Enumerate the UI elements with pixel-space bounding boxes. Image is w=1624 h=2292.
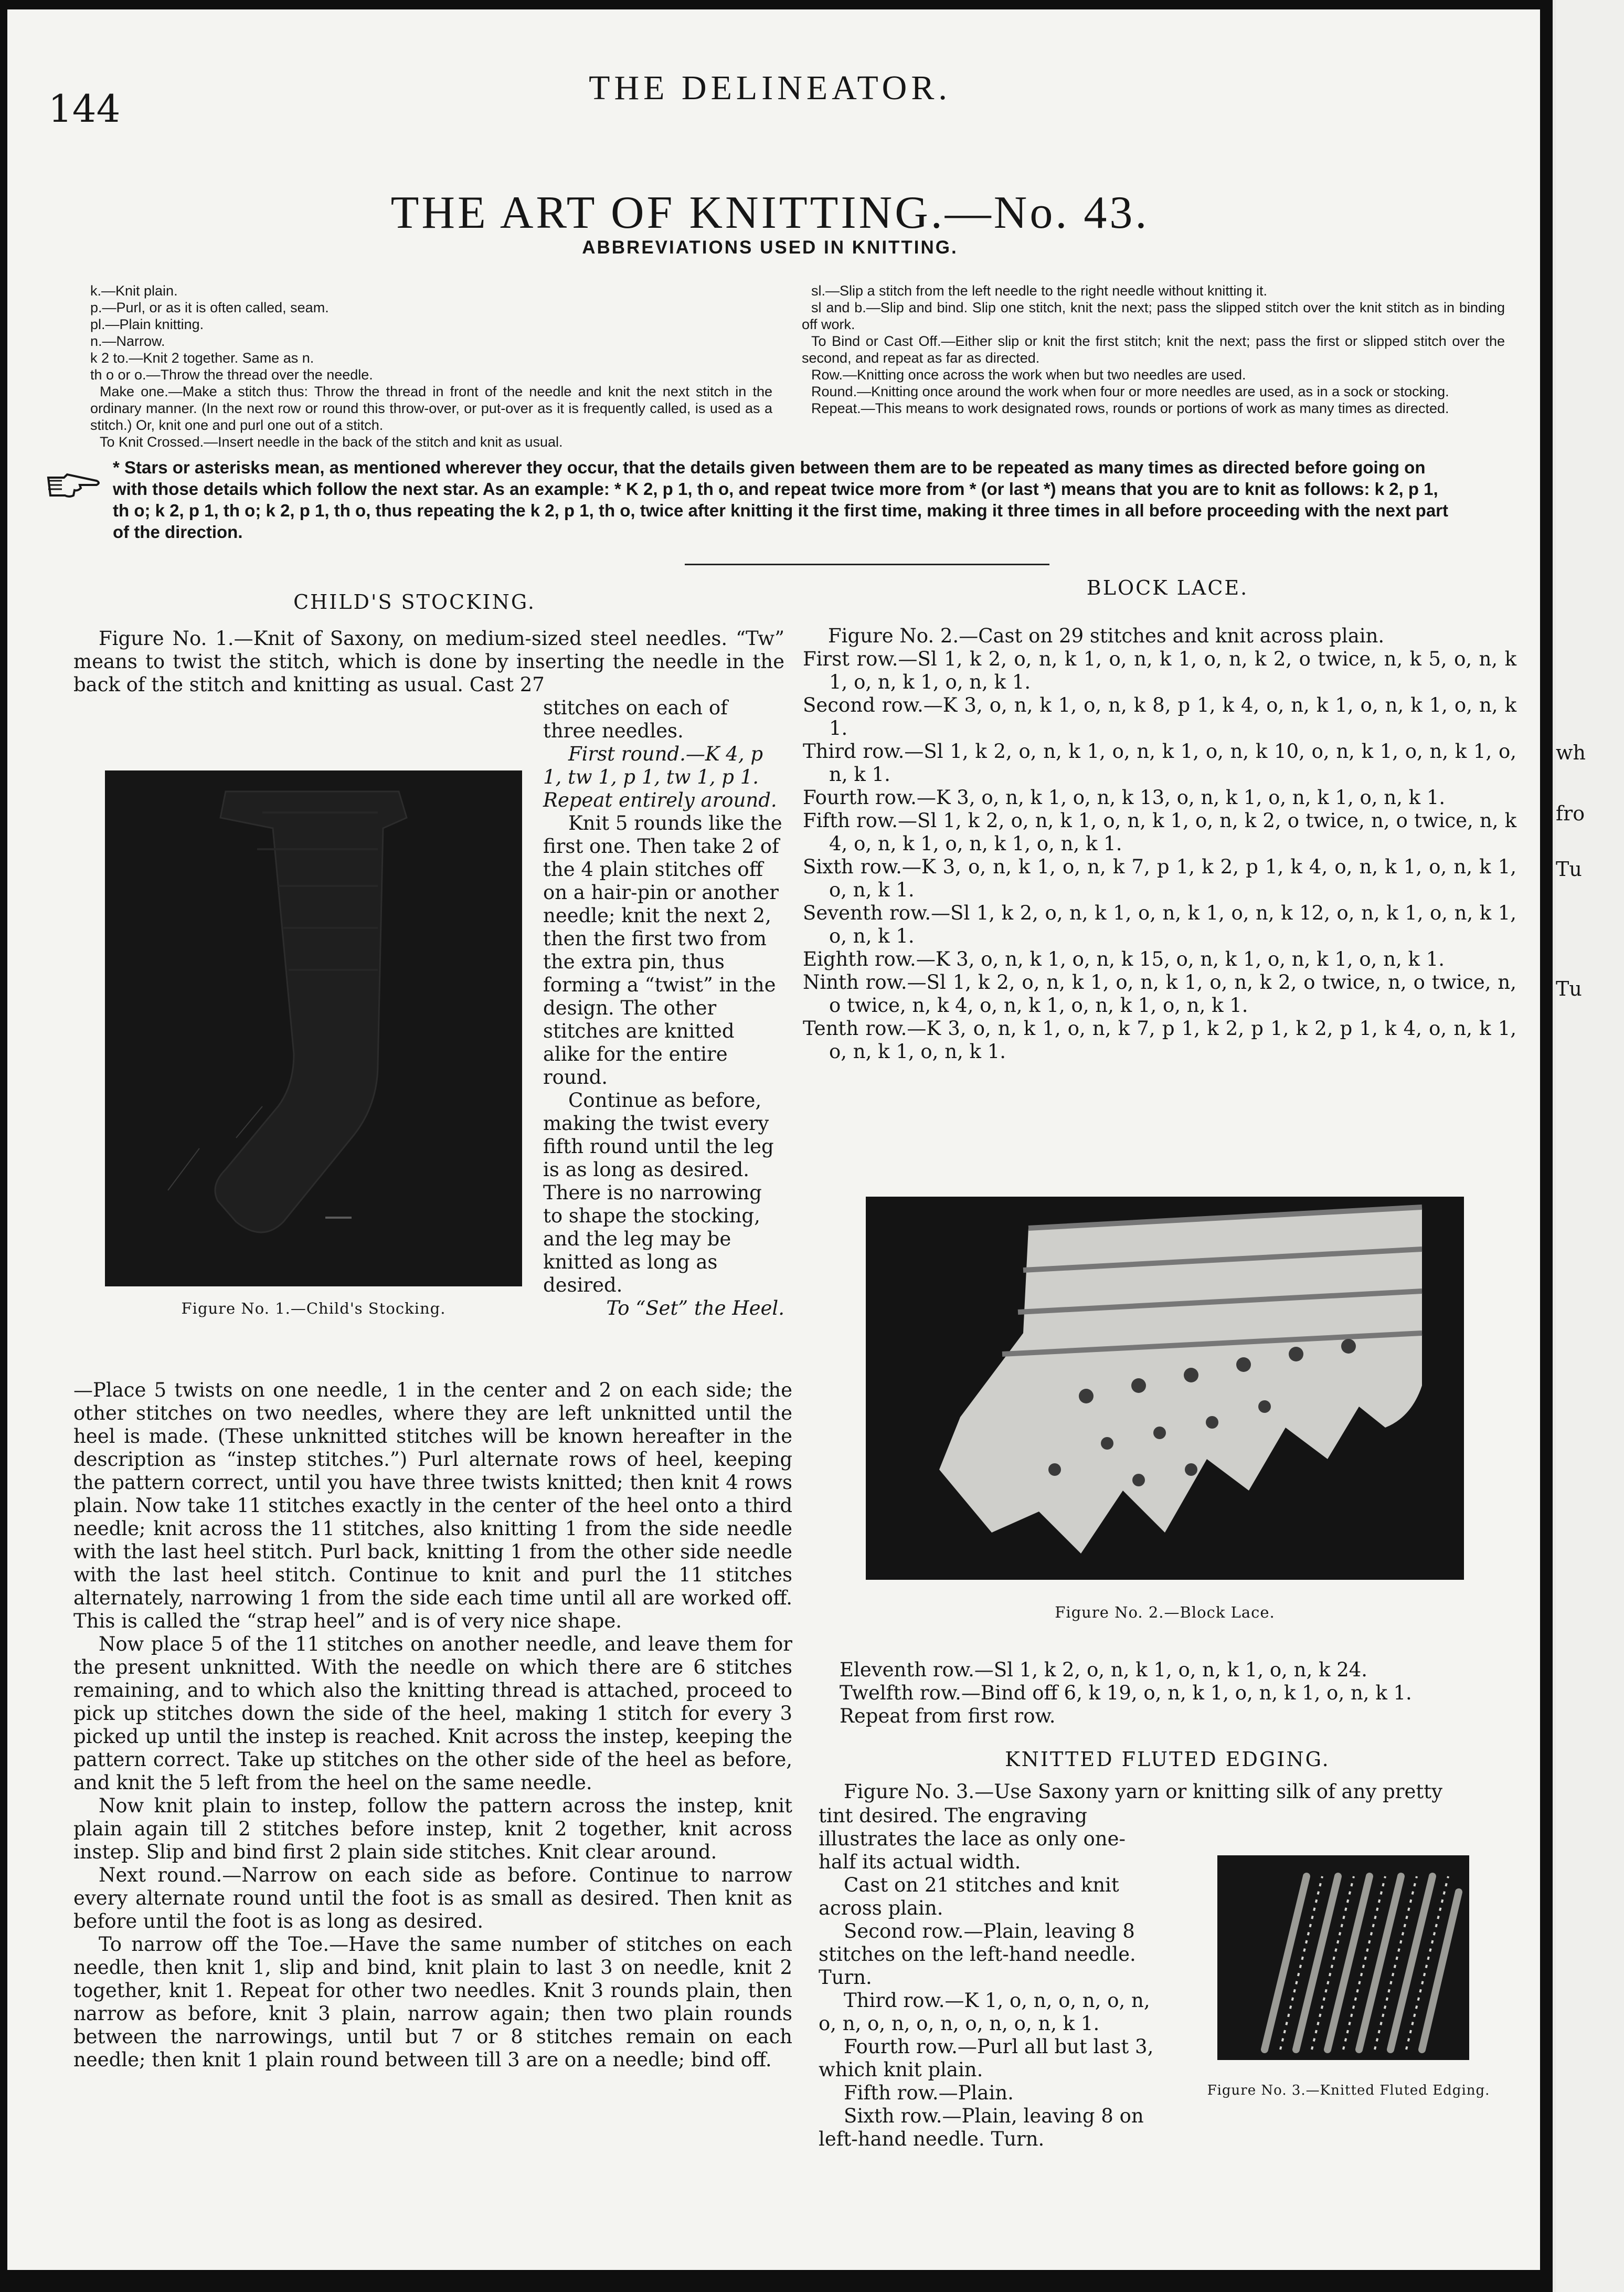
row-instruction: Fifth row.—Sl 1, k 2, o, n, k 1, o, n, k 1, o, n, k 2, o twice, n, o twice, n, k 4, o, n, k 1, o, n, k 1, o, n, k 1. bbox=[803, 809, 1516, 855]
row-instruction: Third row.—K 1, o, n, o, n, o, n, o, n, o, n, o, n, o, n, o, n, k 1. bbox=[819, 1989, 1150, 2035]
article-title: THE ART OF KNITTING.—No. 43. bbox=[390, 187, 1150, 238]
row-instruction: Second row.—K 3, o, n, k 1, o, n, k 8, p 1, k 4, o, n, k 1, o, n, k 1, o, n, k 1. bbox=[803, 694, 1516, 740]
row-instruction: Seventh row.—Sl 1, k 2, o, n, k 1, o, n, k 1, o, n, k 12, o, n, k 1, o, n, k 1, o, n, k 1. bbox=[803, 902, 1516, 947]
abbreviations-heading: ABBREVIATIONS USED IN KNITTING. bbox=[582, 237, 958, 258]
row-instruction: First row.—Sl 1, k 2, o, n, k 1, o, n, k 1, o, n, k 2, o twice, n, k 5, o, n, k 1, o, n, k 1, o, n, k 1. bbox=[803, 648, 1516, 693]
subheading: To “Set” the Heel. bbox=[606, 1297, 784, 1319]
paragraph: Next round.—Narrow on each side as before. Continue to narrow every alternate round until the foot is as small as desired. Then knit as before until the foot is as long as desired. bbox=[73, 1864, 792, 1932]
scan-edge-left bbox=[0, 0, 7, 2292]
abbr-item: To Knit Crossed.—Insert needle in the back of the stitch and knit as usual. bbox=[100, 434, 563, 450]
childs-stocking-beside-figure bbox=[543, 696, 784, 1320]
paragraph: Now place 5 of the 11 stitches on another needle, and leave them for the present unknitted. With the needle on which there are 6 stitches remaining, and to which also the knitting thread is attached, proceed to pick up stitches down the side of the heel, making 1 stitch for every 3 picked up until the instep is reached. Knit across the instep, keeping the pattern correct. Take up stitches on the other side of the heel as before, and knit the 5 left from the heel on the same needle. bbox=[73, 1633, 792, 1794]
row-instruction: Second row.—Plain, leaving 8 stitches on the left-hand needle. Turn. bbox=[819, 1920, 1136, 1989]
paragraph: First round.—K 4, p 1, tw 1, p 1, tw 1, p 1. Repeat entirely around. bbox=[543, 743, 777, 811]
row-instruction: Eighth row.—K 3, o, n, k 1, o, n, k 15, o, n, k 1, o, n, k 1, o, n, k 1. bbox=[803, 948, 1445, 970]
figure-2-caption: Figure No. 2.—Block Lace. bbox=[1055, 1603, 1275, 1621]
scan-edge-top bbox=[0, 0, 1540, 9]
childs-stocking-heading: CHILD'S STOCKING. bbox=[293, 590, 536, 614]
row-instruction: Repeat from first row. bbox=[840, 1705, 1056, 1727]
paragraph: Knit 5 rounds like the first one. Then take 2 of the 4 plain stitches off on a hair-pin or another needle; knit the next 2, then the first two from the extra pin, thus forming a “twist” in the design. The other stitches are knitted alike for the entire round. bbox=[543, 812, 782, 1089]
abbr-item: Round.—Knitting once around the work when four or more needles are used, as in a sock or stocking. bbox=[811, 384, 1449, 399]
gutter-shadow bbox=[1540, 0, 1553, 2292]
margin-fragment: fro bbox=[1556, 802, 1585, 825]
row-instruction: Sixth row.—Plain, leaving 8 on left-hand needle. Turn. bbox=[819, 2105, 1144, 2150]
asterisk-note: * Stars or asterisks mean, as mentioned wherever they occur, that the details given between them are to be repeated as many times as directed before going on with those details which follow the next star. As an example: * K 2, p 1, th o, and repeat twice more from * (or last *) means that you are to knit as follows: k 2, p 1, th o; k 2, p 1, th o; k 2, p 1, th o, thus repeating the k 2, p 1, th o, twice after knitting it the first time, making it three times in all before proceeding with the next part of the direction. bbox=[113, 458, 1449, 542]
stocking-engraving-icon bbox=[105, 770, 522, 1286]
margin-fragment: wh bbox=[1556, 741, 1586, 764]
figure-1-caption: Figure No. 1.—Child's Stocking. bbox=[181, 1300, 446, 1317]
fluted-edging-engraving-icon bbox=[1217, 1855, 1469, 2060]
abbreviations-right bbox=[802, 282, 1505, 417]
abbr-item: k 2 to.—Knit 2 together. Same as n. bbox=[90, 350, 314, 366]
row-instruction: Eleventh row.—Sl 1, k 2, o, n, k 1, o, n, k 1, o, n, k 24. bbox=[840, 1659, 1368, 1681]
figure-3-caption: Figure No. 3.—Knitted Fluted Edging. bbox=[1207, 2083, 1490, 2098]
abbr-item: k.—Knit plain. bbox=[90, 283, 178, 299]
row-instruction: Sixth row.—K 3, o, n, k 1, o, n, k 7, p 1, k 2, p 1, k 4, o, n, k 1, o, n, k 1, o, n, k 1. bbox=[803, 855, 1516, 901]
paragraph: tint desired. The engraving illustrates the lace as only one-half its actual width. bbox=[819, 1804, 1126, 1873]
row-instruction: Fifth row.—Plain. bbox=[844, 2082, 1014, 2104]
pointing-hand-icon bbox=[46, 472, 104, 500]
block-lace-heading: BLOCK LACE. bbox=[1086, 576, 1249, 599]
abbr-item: n.—Narrow. bbox=[90, 333, 165, 349]
abbr-item: pl.—Plain knitting. bbox=[90, 316, 204, 332]
margin-fragment: Tu bbox=[1556, 858, 1582, 881]
abbr-item: sl.—Slip a stitch from the left needle to the right needle without knitting it. bbox=[811, 283, 1267, 299]
paragraph: stitches on each of three needles. bbox=[543, 696, 728, 742]
figure-2-block-lace-image bbox=[866, 1197, 1464, 1580]
paragraph: To narrow off the Toe.—Have the same number of stitches on each needle, then knit 1, slip and bind, knit plain to last 3 on needle, knit 2 together, knit 1. Repeat for other two needles. Knit 3 rounds plain, then narrow as before, knit 3 plain, narrow again; then two plain rounds between the narrowings, until but 7 or 8 stitches remain on each needle; then knit 1 plain round between till 3 are on a needle; bind off. bbox=[73, 1933, 792, 2071]
paragraph: Figure No. 1.—Knit of Saxony, on medium-sized steel needles. “Tw” means to twist the stitch, which is done by inserting the needle in the back of the stitch and knitting as usual. Cast 27 bbox=[73, 627, 784, 696]
fluted-edging-beside-figure bbox=[819, 1804, 1160, 2151]
paragraph: —Place 5 twists on one needle, 1 in the center and 2 on each side; the other stitches on two needles, where they are left unknitted until the heel is made. (These unknitted stitches will be known hereafter in the description as “instep stitches.”) Purl alternate rows of heel, keeping the pattern correct, until you have three twists knitted; then knit 4 rows plain. Now take 11 stitches exactly in the center of the heel onto a third needle; knit across the 11 stitches, also knitting 1 from the side needle with the last heel stitch. Purl back, knitting 1 from the other side needle with the last heel stitch. Continue to knit and purl the 11 stitches alternately, narrowing 1 from the side each time until all are worked off. This is called the “strap heel” and is of very nice shape. bbox=[73, 1379, 792, 1632]
paragraph: Now knit plain to instep, follow the pattern across the instep, knit plain again till 2 stitches before instep, knit 2 together, knit across instep. Slip and bind first 2 plain side stitches. Knit clear around. bbox=[73, 1794, 792, 1863]
figure-3-fluted-edging-image bbox=[1217, 1855, 1469, 2060]
abbreviations-left bbox=[90, 282, 772, 450]
childs-stocking-intro bbox=[73, 627, 784, 696]
row-instruction: Ninth row.—Sl 1, k 2, o, n, k 1, o, n, k 1, o, n, k 2, o twice, n, o twice, n, o twice, n, k 4, o, n, k 1, o, n, k 1, o, n, k 1. bbox=[803, 971, 1516, 1017]
block-lace-engraving-icon bbox=[866, 1197, 1464, 1580]
row-instruction: Third row.—Sl 1, k 2, o, n, k 1, o, n, k 1, o, n, k 10, o, n, k 1, o, n, k 1, o, n, k 1. bbox=[803, 740, 1516, 786]
row-instruction: Twelfth row.—Bind off 6, k 19, o, n, k 1, o, n, k 1, o, n, k 1. bbox=[840, 1682, 1412, 1704]
abbr-item: sl and b.—Slip and bind. Slip one stitch, knit the next; pass the slipped stitch over the knit stitch as in binding off work. bbox=[802, 300, 1505, 332]
paragraph: Figure No. 2.—Cast on 29 stitches and knit across plain. bbox=[828, 625, 1385, 647]
masthead: THE DELINEATOR. bbox=[589, 69, 951, 107]
scan-edge-bottom bbox=[0, 2270, 1540, 2292]
fluted-edging-heading: KNITTED FLUTED EDGING. bbox=[1005, 1748, 1330, 1771]
divider bbox=[685, 564, 1049, 565]
figure-1-stocking-image bbox=[105, 770, 522, 1286]
row-instruction: Fourth row.—Purl all but last 3, which knit plain. bbox=[819, 2035, 1154, 2081]
abbr-item: Make one.—Make a stitch thus: Throw the thread in front of the needle and knit the next stitch in the ordinary manner. (In the next row or round this throw-over, or put-over as it is frequently called, is used as a stitch.) Or, knit one and purl one out of a stitch. bbox=[90, 384, 772, 433]
facing-page-strip bbox=[1556, 0, 1624, 2292]
abbr-item: th o or o.—Throw the thread over the needle. bbox=[90, 367, 373, 383]
block-lace-instructions-continued bbox=[840, 1659, 1516, 1728]
childs-stocking-continued bbox=[73, 1379, 792, 2072]
abbr-item: Repeat.—This means to work designated rows, rounds or portions of work as many times as directed. bbox=[811, 400, 1449, 416]
row-instruction: Fourth row.—K 3, o, n, k 1, o, n, k 13, o, n, k 1, o, n, k 1, o, n, k 1. bbox=[803, 786, 1446, 809]
paragraph: Figure No. 3.—Use Saxony yarn or knitting silk of any pretty bbox=[844, 1780, 1442, 1803]
abbr-item: Row.—Knitting once across the work when but two needles are used. bbox=[811, 367, 1246, 383]
row-instruction: Tenth row.—K 3, o, n, k 1, o, n, k 7, p 1, k 2, p 1, k 2, p 1, k 4, o, n, k 1, o, n, k 1, o, n, k 1. bbox=[803, 1017, 1516, 1063]
block-lace-instructions bbox=[803, 625, 1516, 1063]
paragraph: Continue as before, making the twist every fifth round until the leg is as long as desired. There is no narrowing to shape the stocking, and the leg may be knitted as long as desired. bbox=[543, 1089, 774, 1296]
margin-fragment: Tu bbox=[1556, 977, 1582, 1000]
page-number: 144 bbox=[48, 87, 121, 131]
abbr-item: p.—Purl, or as it is often called, seam. bbox=[90, 300, 329, 315]
fluted-edging-intro bbox=[819, 1780, 1537, 1803]
paragraph: Cast on 21 stitches and knit across plain. bbox=[819, 1874, 1119, 1919]
abbr-item: To Bind or Cast Off.—Either slip or knit the first stitch; knit the next; pass the first or slipped stitch over the second, and repeat as far as directed. bbox=[802, 333, 1505, 366]
